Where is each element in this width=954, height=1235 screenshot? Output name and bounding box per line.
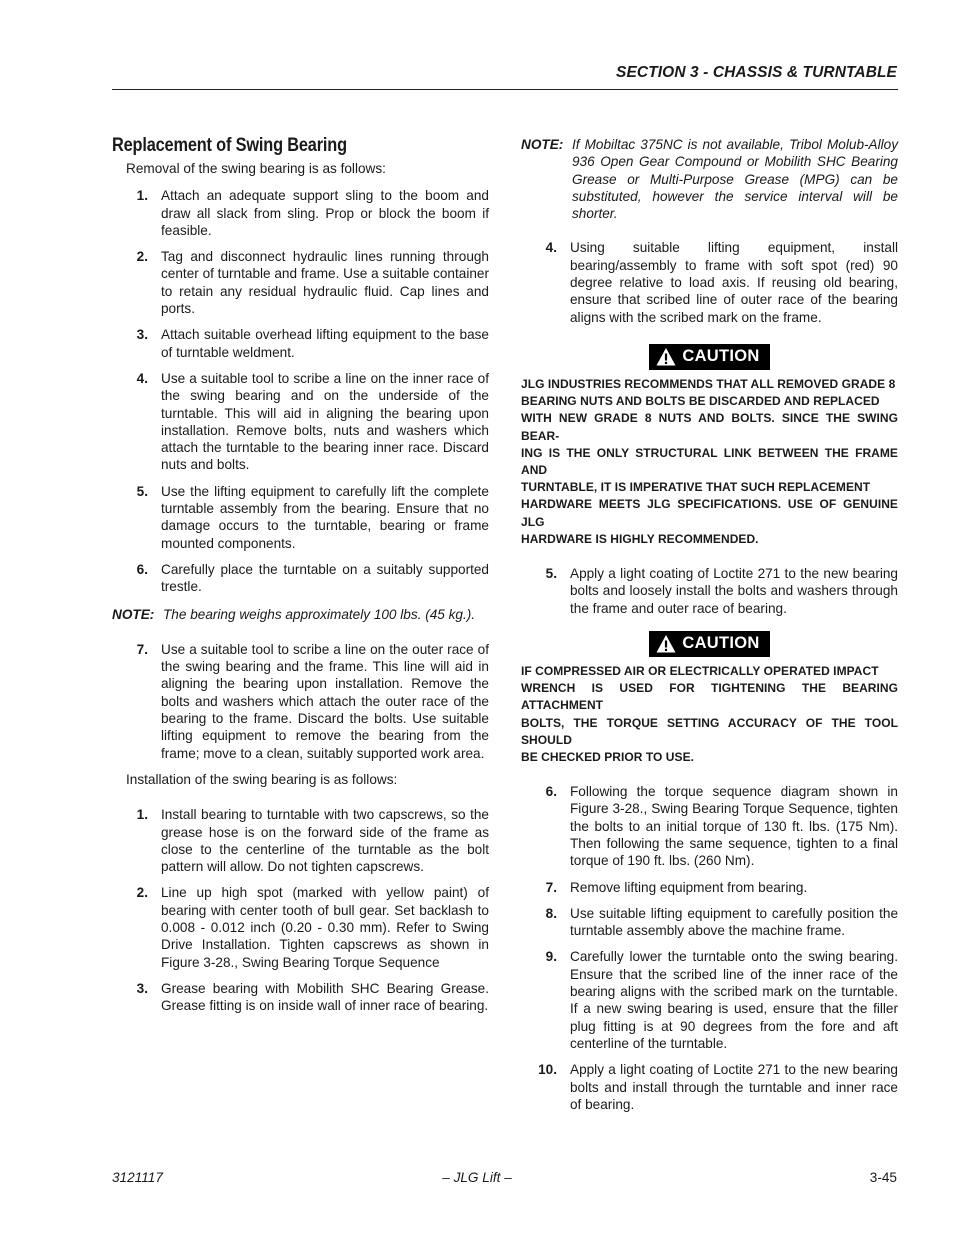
list-item: 3. Grease bearing with Mobilith SHC Bearing Grease. Grease fitting is on inside wall of inner race of bearing.: [136, 980, 489, 1014]
caution-badge: CAUTION: [649, 344, 769, 370]
note-grease-substitute: NOTE: If Mobiltac 375NC is not available, Tribol Molub-Alloy 936 Open Gear Compound or Mobilith SHC Bearing Grease or Multi-Purpose Grease (MPG) can be substituted, however the service interval will be shorter.: [521, 137, 898, 222]
note-bearing-weight: NOTE: The bearing weighs approximately 100 lbs. (45 kg.).: [112, 606, 476, 622]
list-item: 6. Following the torque sequence diagram shown in Figure 3-28., Swing Bearing Torque Sequence, tighten the bolts to an initial torque of 130 ft. lbs. (175 Nm). Then following the same sequence, tighten to a final torque of 190 ft. lbs. (260 Nm).: [545, 784, 898, 869]
caution-text-impact-wrench: IF COMPRESSED AIR OR ELECTRICALLY OPERATED IMPACT WRENCH IS USED FOR TIGHTENING THE BEARING ATTACHMENT BOLTS, THE TORQUE SETTING ACCURACY OF THE TOOL SHOULD BE CHECKED PRIOR TO USE.: [521, 663, 898, 764]
list-item: 3. Attach suitable overhead lifting equipment to the base of turntable weldment.: [136, 327, 489, 360]
list-item: 2. Line up high spot (marked with yellow paint) of bearing with center tooth of bull gear. Set backlash to 0.008 - 0.012 inch (0.20 - 0.30 mm). Refer to Swing Drive Installation. Tighten capscrews as shown in Figure 3-28., Swing Bearing Torque Sequence: [136, 885, 489, 970]
list-item: 2. Tag and disconnect hydraulic lines running through center of turntable and frame. Use a suitable container to retain any residual hydraulic fluid. Cap lines and ports.: [136, 249, 489, 317]
list-item: 7. Use a suitable tool to scribe a line on the outer race of the swing bearing and the frame. This line will aid in aligning the bearing upon installation. Remove the bolts and washers which attach the outer race of the bearing to the frame. Discard the bolts. Use suitable lifting equipment to remove the bearing from the frame; move to a clean, suitably supported work area.: [136, 641, 489, 761]
list-item: 4. Using suitable lifting equipment, install bearing/assembly to frame with soft spot (red) 90 degree relative to load axis. If reusing old bearing, ensure that scribed line of outer race of the bearing aligns with the scribed mark on the frame.: [545, 240, 898, 325]
section-heading: Replacement of Swing Bearing: [112, 135, 347, 156]
footer-brand: – JLG Lift –: [442, 1170, 512, 1185]
warning-triangle-icon: [656, 634, 676, 654]
install-intro: Installation of the swing bearing is as follows:: [126, 771, 398, 787]
warning-triangle-icon: [656, 347, 676, 367]
list-item: 7. Remove lifting equipment from bearing.: [545, 879, 808, 895]
header-divider: [112, 89, 898, 90]
removal-steps: [112, 187, 489, 595]
install-steps-continued: [521, 783, 898, 1113]
caution-badge: CAUTION: [649, 631, 769, 657]
right-column: [521, 136, 898, 1122]
list-item: 9. Carefully lower the turntable onto the swing bearing. Ensure that the scribed line of the inner race of the bearing aligns with the scribed mark on the turntable. If a new swing bearing is used, ensure that the filler plug fitting is at 90 degrees from the fore and aft centerline of the turntable.: [545, 949, 898, 1051]
list-item: 1. Attach an adequate support sling to the boom and draw all slack from sling. Prop or block the boom if feasible.: [136, 188, 489, 238]
list-item: 4. Use a suitable tool to scribe a line on the inner race of the swing bearing and on the underside of the turntable. This will aid in aligning the bearing upon installation. Remove bolts, nuts and washers which attach the turntable to the bearing inner race. Discard nuts and bolts.: [136, 370, 489, 473]
list-item: 6. Carefully place the turntable on a suitably supported trestle.: [136, 561, 489, 595]
list-item: 10. Apply a light coating of Loctite 271 to the new bearing bolts and install through the turntable and inner race of bearing.: [538, 1062, 898, 1112]
caution-text-grade8: JLG INDUSTRIES RECOMMENDS THAT ALL REMOVED GRADE 8 BEARING NUTS AND BOLTS BE DISCARDED AND REPLACED WITH NEW GRADE 8 NUTS AND BOLTS. SINCE THE SWING BEAR- ING IS THE ONLY STRUCTURAL LINK BETWEEN THE FRAME AND TURNTABLE, IT IS IMPERATIVE THAT SUCH REPLACEMENT HARDWARE MEETS JLG SPECIFICATIONS. USE OF GENUINE JLG HARDWARE IS HIGHLY RECOMMENDED.: [521, 376, 898, 546]
list-item: 5. Use the lifting equipment to carefully lift the complete turntable assembly from the bearing. Ensure that no damage occurs to the turntable, bearing or frame mounted components.: [136, 483, 489, 551]
caution-banner: [521, 344, 898, 372]
doc-number: 3121117: [112, 1170, 163, 1185]
list-item: 1. Install bearing to turntable with two capscrews, so the grease hose is on the forward side of the frame as close to the centerline of the turntable as the bolt pattern will allow. Do not tighten capscrews.: [136, 807, 489, 875]
page-number: 3-45: [869, 1170, 897, 1185]
list-item: 5. Apply a light coating of Loctite 271 to the new bearing bolts and loosely install the bolts and washers through the frame and outer race of bearing.: [545, 566, 898, 616]
install-steps: [112, 806, 489, 1014]
section-title: SECTION 3 - CHASSIS & TURNTABLE: [616, 64, 897, 81]
left-column: [112, 130, 489, 1023]
removal-intro: Removal of the swing bearing is as follows:: [126, 161, 386, 176]
list-item: 8. Use suitable lifting equipment to carefully position the turntable assembly above the machine frame.: [545, 905, 898, 939]
caution-banner: [521, 631, 898, 659]
